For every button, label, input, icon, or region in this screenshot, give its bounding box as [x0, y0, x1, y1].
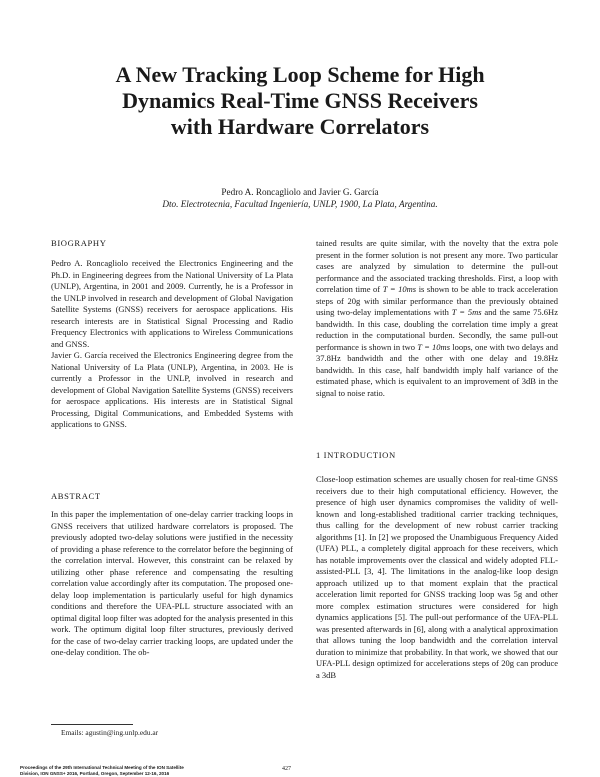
title-line-1: A New Tracking Loop Scheme for High [115, 62, 485, 87]
abstract-heading: ABSTRACT [51, 491, 101, 501]
authors: Pedro A. Roncagliolo and Javier G. García [221, 187, 379, 197]
page-number: 427 [282, 766, 291, 772]
abstract-text: In this paper the implementation of one-delay carrier tracking loops in GNSS receivers that utilized hardware correlators is proposed. The previously adopted two-delay solutions were justified in the necessity of providing a phase reference to the correlator before the beginning of the correlation interval. However, this constraint can be relaxed by utilizing other phase reference and compensating the resulting correlation value accordingly after its computation. The proposed one-delay loop implementation is particularly useful for high dynamics conditions and therefore the UFA-PLL structure associated with an optimal digital loop filter was adopted for the analysis presented in this work. The optimum digital loop filter structures, previously derived for the case of two-delay carrier tracking loops, are updated under the one-delay condition. The ob- [51, 509, 293, 657]
abstract-continued-text [316, 238, 558, 399]
biography-text-2: Javier G. García received the Electronics Engineering degree from the National University of La Plata (UNLP), Argentina, in 2003. He is currently a Professor in the UNLP, involved in research and development of Global Navigation Satellite Systems (GNSS) receivers for aerospace applications. His interests are in Statistical Signal Processing, Digital Communications, and Embedded Systems with applications to GNSS. [51, 350, 293, 429]
biography-paragraph-1 [51, 258, 293, 350]
biography-text-1: Pedro A. Roncagliolo received the Electronics Engineering and the Ph.D. in Engineering degrees from the National University of La Plata (UNLP), Argentina, in 2001 and 2009. Currently, he is a Professor in the UNLP involved in research and development of Global Navigation Satellite Systems (GNSS) receivers for aerospace applications. His research interests are in Statistical Signal Processing and Radio Frequency Electronics with applications to Wireless Communications and GNSS. [51, 258, 293, 349]
introduction-heading: 1 INTRODUCTION [316, 450, 396, 460]
abstract-continued [316, 238, 558, 399]
introduction-text: Close-loop estimation schemes are usually chosen for real-time GNSS receivers due to their high computational efficiency. However, the presence of high user dynamics compromises the validity of well-known and long-established traditional carrier tracking techniques, thus calling for the development of new robust carrier tracking algorithms [1]. In [2] we proposed the Unambiguous Frequency Aided (UFA) PLL, a completely digital approach for these receivers, which has notable improvements over the classical and widely adopted FLL-assisted-PLL [3, 4]. The limitations in the analog-like loop design approach utilized up to that moment explain that the practical acceleration limit reported for GNSS tracking loop was 5g and other more complex estimation structures were considered for high dynamics applications [5]. The pull-out performance of the UFA-PLL was presented afterwards in [6], along with a analytical approximation that allows tuning the loop bandwidth and the correlation interval duration to minimize that probability. In that work, we showed that our UFA-PLL design optimized for accelerations steps of 20g can produce a 3dB [316, 474, 558, 680]
introduction-body [316, 474, 558, 681]
abstract-text-part-1: tained results are quite similar, with the novelty that the extra pole present in the former solution is not present any more. Two particular cases are analyzed by simulation to determine the pull-out performance and the associated tracking thresholds. First, a loop with correlation time of [316, 238, 558, 294]
title-line-2: Dynamics Real-Time GNSS Receivers [122, 88, 478, 113]
equation-t-10ms: T = 10ms [382, 284, 417, 294]
biography-paragraph-2 [51, 350, 293, 431]
proceedings-footer [20, 765, 184, 777]
affiliation: Dto. Electrotecnia, Facultad Ingeniería, UNLP, 1900, La Plata, Argentina. [162, 199, 438, 209]
equation-t-5ms: T = 5ms [451, 307, 482, 317]
footer-line-2: Division, ION GNSS+ 2016, Portland, Oregon, September 12-16, 2016 [20, 771, 170, 776]
abstract-text-part-4: loops, one with two delays and 37.8Hz bandwidth and the other with one delay and 19.8Hz bandwidth. In this case, half bandwidth imply half variance of the estimated phase, which is equivalent to an improvement of 3dB in the signal to noise ratio. [316, 341, 559, 398]
footnote-rule [51, 724, 133, 725]
abstract-text-part-2: is shown to be able to track acceleration steps of 20g with similar performance than the previously obtained using two-delay implementations with [316, 284, 558, 317]
abstract-body [51, 509, 293, 659]
biography-heading: BIOGRAPHY [51, 238, 107, 248]
abstract-text-part-3: and the same 75.6Hz bandwidth. In this case, doubling the correlation time imply a great reduction in the computational burden. Secondly, the same pull-out performance is shown in two [316, 307, 558, 352]
footer-line-1: Proceedings of the 29th International Technical Meeting of the ION Satellite [20, 765, 184, 770]
footnote: Emails: agustin@ing.unlp.edu.ar [61, 728, 159, 737]
paper-title [0, 62, 600, 140]
equation-t-10ms-second: T = 10ms [417, 341, 450, 352]
title-line-3: with Hardware Correlators [170, 114, 430, 139]
